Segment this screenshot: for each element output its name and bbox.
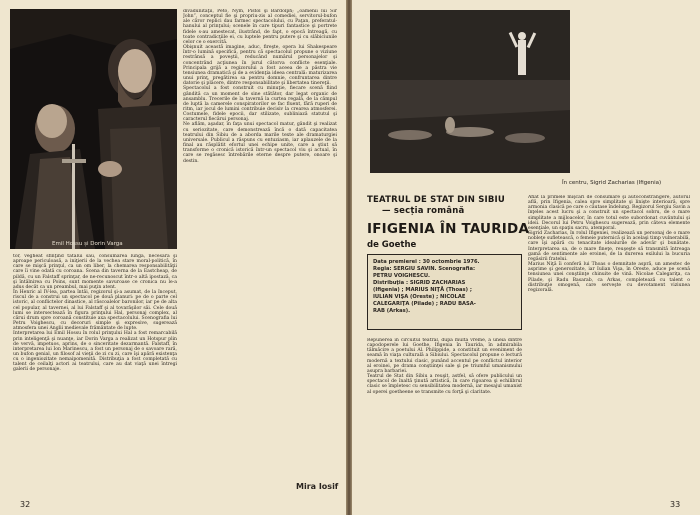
left-page [0, 0, 346, 515]
paragraph: Obişnuit această imagine, aduc, fireşte, opera lui Shakespeare într-o lumină specifică, pentru că spectacolul propune o viziune restrânsă a poveştii, reducând numărul personajelor şi concentrând acţiunea în jurul câtorva conflicte esenţiale. Principala grijă a regizorului a fost aceea de a păstra vie tensiunea dramatică şi de a evidenţia ideea centrală: maturizarea unui prinţ, pregătirea sa pentru domnie, confruntarea dintre datorie şi plăcere, dintre responsabilitate şi libertatea tinereţii. [183, 45, 337, 87]
actors-photo [10, 9, 177, 249]
stage-photo [370, 10, 570, 173]
stage-photo-image [370, 10, 570, 173]
paragraph: În Henric al IV-lea, partea întâi, regizorul şi-a asumat, de la început, riscul de a construi un spectacol pe două planuri: pe de o parte cel istoric, al conflictelor dinastice, al răscoalelor baronilor, iar pe de alta cel popular, al tavernei, al lui Falstaff şi al tovarăşilor săi. Cele două lumi se intersectează în figura prinţului Hal, personaj complex, al cărui drum spre coroană constituie axa spectacolului. Scenografia lui Petru Voighescu, cu decoruri simple şi expresive, sugerează atmosfera unei Anglii medievale frământate de lupte. [13, 290, 177, 332]
paragraph: divadunitaţii, Peto, Nym, Pistol şi Bardolph; „oamenii lui Sir John”, conceptul fie şi propriu-zis al comediei, servitorul-bufon ale căror replici dau farmec spectacolului, cu Paţan, preferatul-hanului al prinţului; scenele în care tipuri fantastice şi portrete fidele s-au amestecat, ilustrând, de fapt, o epocă întreagă, cu toate contradicţiile ei, cu luptele pentru putere şi cu slăbiciunile celor ce o exercită. [183, 9, 337, 45]
page-number: 32 [20, 500, 31, 509]
paragraph: Sigrid Zacharias, în rolul Ifigeniei, realizează un personaj de o mare nobleţe sufletească, o femeie puternică şi în acelaşi timp vulnerabilă, care îşi apără cu tenacitate idealurile de adevăr şi bunătate. Interpretarea sa, de o mare fineţe, reuşeşte să transmită întreaga gamă de sentimente ale eroinei, de la durerea exilului la bucuria regăsirii fratelui. [528, 231, 690, 262]
author-signature: Mira Iosif [296, 482, 339, 491]
info-line: (Ifigenia) ; MARIUS NIŢĂ (Thoas) ; [373, 287, 472, 293]
info-line: RAB (Arkas). [373, 308, 411, 314]
play-title: IFIGENIA ÎN TAURIDA [367, 221, 530, 237]
section-subheader: — secția română [382, 206, 465, 216]
actors-photo-image [10, 9, 177, 249]
paragraph: Afiat la primele mişcări de consumare şi autoconstrângere, autorul află, prin Ifigenia, calea spre simplitate şi linişte interioară, spre armonia clasică pe care o căutase îndelung. Regizorul Sergiu Savin a înţeles acest lucru şi a construit un spectacol sobru, de o mare simplitate a mijloacelor, în care totul este subordonat cuvântului şi ideii. Decorul lui Petru Voighescu sugerează, prin câteva elemente esenţiale, un spaţiu sacru, atemporal. [528, 195, 690, 231]
info-line: Regia: SERGIU SAVIN. Scenografia: [373, 266, 476, 272]
right-col1-text [367, 338, 522, 496]
paragraph: Repunerea în circuitul teatral, după multă vreme, a uneia dintre capodoperele lui Goethe, Ifigenia în Taurida, în admirabila tălmăcire a poetului Al. Philippide, a constituit un eveniment de seamă în viaţa culturală a Sibiului. Spectacolul propune o lectură modernă a textului clasic, punând accentul pe conflictul interior al eroinei, pe drama conştiinţei sale şi pe triumful umanismului asupra barbariei. [367, 338, 522, 374]
info-line: PETRU VOIGHESCU. [373, 273, 431, 279]
play-author: de Goethe [367, 240, 417, 250]
paragraph: tor, vegheat sfinţind tatălui său, consumarea lungă, necesară şi aproape periculoasă, a iniţierii de la vechea stare moral-politică, în care se mişcă prinţul, ca un om liber, la chemarea responsabilităţii care îi vine odată cu coroana. Scena din taverna de la Eastcheap, de pildă, cu un Falstaff sprinţar, de ne-recunoscut într-o altă ipostază, ca şi întâlnirea cu Poins, sunt momente savuroase ce cronica nu le-a adus decât ca un preambul, mai puţin atent. [13, 254, 177, 290]
paragraph: Marius Niţă îi conferă lui Thoas o demnitate aspră, un amestec de asprime şi generozitate, iar Iulian Vişa, în Oreste, aduce pe scenă tensiunea unei conştiinţe chinuite de vină. Nicolae Calegariţa, ca Pilade, şi Radu Basarab, ca Arkas, completează cu talent o distribuţie omogenă, care serveşte cu devotament viziunea regizorală. [528, 262, 690, 293]
left-col1-text [13, 254, 177, 499]
paragraph: Spectacolul a fost construit cu minuţie, fiecare scenă fiind gândită ca un moment de sine stătător, dar legat organic de ansamblu. Trecerile de la tavernă la curtea regală, de la câmpul de luptă la camerele conspiratorilor se fac fluent, fără ruperi de ritm, iar jocul de lumini contribuie decisiv la crearea atmosferei. Costumele, fidele epocii, dar stilizate, subliniază statutul şi caracterul fiecărui personaj. [183, 86, 337, 123]
paragraph: Ne aflăm, aşadar, în faţa unui spectacol matur, gândit şi realizat cu seriozitate, care demonstrează încă o dată capacitatea teatrului din Sibiu de a aborda marile texte ale dramaturgiei universale. Publicul a răspuns cu entuziasm, iar aplauzele de la final au răsplătit efortul unei echipe unite, care a ştiut să transforme o cronică istorică într-un spectacol viu şi actual, în care se regăsesc întrebările eterne despre putere, onoare şi destin. [183, 122, 337, 164]
photo-caption: Emil Hossu și Dorin Varga [52, 241, 123, 247]
production-info-box [367, 254, 522, 330]
theatre-header: TEATRUL DE STAT DIN SIBIU [367, 195, 506, 205]
paragraph: Interpretarea lui Emil Hossu în rolul prinţului Hal a fost remarcabilă prin inteligenţă şi nuanţe, iar Dorin Varga a realizat un Hotspur plin de vervă, impetuos, aprins, de o sinceritate dezarmantă. Falstaff, în interpretarea lui Ion Marinescu, a fost un personaj de o savoare rară, un bufon genial, un filosof al vieţii de zi cu zi, care îşi apără existenţa cu o ingeniozitate nemaipomenită. Distribuţia a fost completată cu talent de ceilalţi actori ai teatrului, care au dat viaţă unei întregi galerii de personaje. [13, 331, 177, 373]
page-number: 33 [670, 500, 681, 509]
paragraph: Teatrul de Stat din Sibiu a reuşit, astfel, să ofere publicului un spectacol de înaltă ţinută artistică, în care rigoarea şi echilibrul clasic se împletesc cu sensibilitatea modernă, iar mesajul umanist al operei goetheene se transmite cu forţă şi claritate. [367, 374, 522, 395]
photo-caption: În centru, Sigrid Zacharias (Ifigenia) [562, 180, 662, 186]
info-line: Data premierei : 30 octombrie 1976. [373, 259, 480, 265]
right-page [352, 0, 700, 515]
left-col2-text [183, 9, 337, 499]
info-line: Distribuţia : SIGRID ZACHARIAS [373, 280, 466, 286]
info-line: IULIAN VIŞA (Oreste) ; NICOLAE [373, 294, 466, 300]
right-col2-text [528, 195, 690, 500]
info-line: CALEGARIŢA (Pilade) ; RADU BASA- [373, 301, 476, 307]
